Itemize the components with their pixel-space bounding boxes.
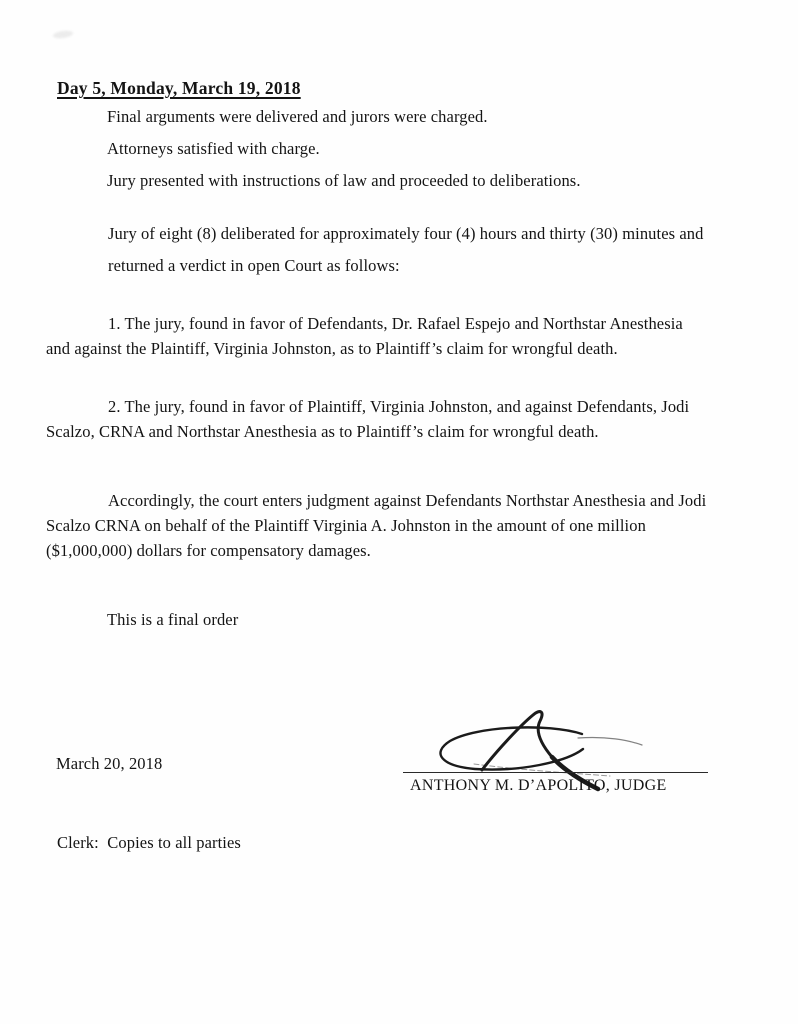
order-date: March 20, 2018	[56, 754, 163, 773]
judgment-line-1: Accordingly, the court enters judgment against Defendants Northstar Anesthesia and Jodi	[108, 491, 707, 510]
proceedings-line-1: Final arguments were delivered and jurors were charged.	[107, 107, 488, 126]
deliberation-line-2: returned a verdict in open Court as follows:	[108, 256, 400, 275]
clerk-note: Clerk: Copies to all parties	[57, 833, 241, 852]
verdict-two-line-1: 2. The jury, found in favor of Plaintiff, Virginia Johnston, and against Defendants, Jodi	[108, 397, 690, 416]
final-order-line: This is a final order	[107, 610, 239, 629]
day-heading: Day 5, Monday, March 19, 2018	[57, 78, 301, 98]
judge-name: ANTHONY M. D’APOLITO, JUDGE	[410, 777, 667, 794]
verdict-two-line-2: Scalzo, CRNA and Northstar Anesthesia as to Plaintiff’s claim for wrongful death.	[46, 422, 599, 441]
judgment-line-2: Scalzo CRNA on behalf of the Plaintiff Virginia A. Johnston in the amount of one million	[46, 516, 646, 535]
verdict-one-line-1: 1. The jury, found in favor of Defendants, Dr. Rafael Espejo and Northstar Anesthesia	[108, 314, 683, 333]
judgment-line-3: ($1,000,000) dollars for compensatory damages.	[46, 541, 371, 560]
proceedings-line-2: Attorneys satisfied with charge.	[107, 139, 320, 158]
deliberation-line-1: Jury of eight (8) deliberated for approximately four (4) hours and thirty (30) minutes and	[108, 224, 704, 243]
verdict-one-line-2: and against the Plaintiff, Virginia Johnston, as to Plaintiff’s claim for wrongful death.	[46, 339, 618, 358]
scan-smudge	[53, 30, 74, 40]
proceedings-line-3: Jury presented with instructions of law and proceeded to deliberations.	[107, 171, 581, 190]
signature-line	[403, 772, 708, 773]
